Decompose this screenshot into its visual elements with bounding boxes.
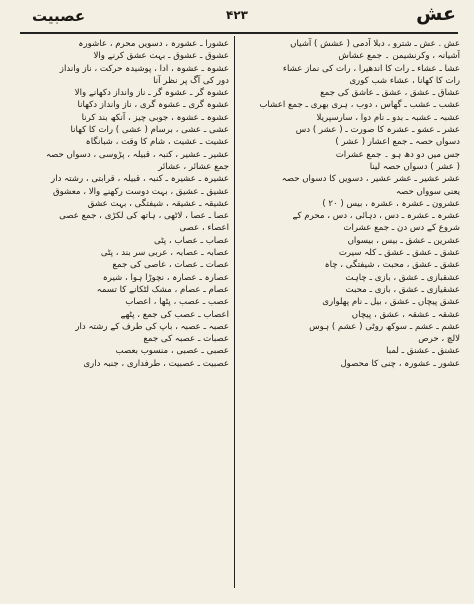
entry-line: عصبات ـ عصبہ کی جمع bbox=[143, 334, 229, 345]
entry-line: عشیت ـ عشیت ، شام کا وقت ، شبانگاہ bbox=[85, 137, 229, 148]
entry-line: عشیرہ ـ عشیرہ ـ کنبہ ، قبیلہ ، قرابتی ، رشتہ دار bbox=[51, 174, 229, 185]
entry-line: جس میں دو دھ ہو ۔ جمع عشرات bbox=[335, 149, 460, 160]
entry-line: عشبہ ـ عشبہ ـ بدو ـ نام دوا ، سارسپریلا bbox=[316, 112, 460, 123]
entry-line: دسواں حصہ ـ جمع اعشار ( عشر ) bbox=[335, 137, 460, 148]
entry-line: عشیر ـ عشیر ، کنبہ ، قبیلہ ، پڑوسی ، دسواں حصہ bbox=[45, 149, 229, 160]
entry-line: عشرین ـ عشق ـ بیس ، بیسواں bbox=[347, 235, 460, 246]
entry-line: عصابہ ـ عصابہ ، عربی سر بند ، پٹی bbox=[100, 248, 229, 259]
entry-line: عشور ـ عشورہ ، چنی کا محصول bbox=[340, 358, 460, 369]
header-rule bbox=[20, 32, 458, 34]
entry-line: عصا ـ عصا ، لاٹھی ، ہاتھ کی لکڑی ، جمع عصی bbox=[59, 211, 229, 222]
entry-line: عشر ـ عشو ـ عشرہ کا صورت ـ ( عشر ) دس bbox=[295, 125, 460, 136]
entry-line: عصام ـ عصام ، مشک لٹکانے کا تسمہ bbox=[96, 284, 229, 295]
entry-line: عصبہ ـ عصبہ ، باپ کی طرف کے رشتہ دار bbox=[75, 321, 229, 332]
entry-line: عصبیت ـ عصبیت ، طرفداری ، جنبہ داری bbox=[83, 358, 229, 369]
entry-line: رات کا کھانا ، عشاء شب کوری bbox=[349, 75, 460, 86]
entry-line: عشر عشیر ـ عشر عشیر ، دسویں کا دسواں حصہ bbox=[281, 174, 460, 185]
entry-line: عشق ـ عشق ، محبت ، شیفتگی ، چاہ bbox=[324, 260, 460, 271]
left-column bbox=[16, 38, 229, 598]
entry-line: عصبی ـ عصبی ، منسوب بعصب bbox=[115, 346, 229, 357]
entry-line: جمع عشائر ، عشائر bbox=[158, 161, 229, 172]
entry-line: عشوہ گری ـ عشوہ گری ، ناز وانداز دکھانا bbox=[77, 100, 229, 111]
entry-line: عصاب ـ عصاب ، پٹی bbox=[154, 235, 229, 246]
page-number: ۴۲۳ bbox=[226, 8, 248, 22]
entry-line: عشوق ـ عشوق ـ بہت عشق کرنے والا bbox=[93, 51, 229, 62]
entry-line: عش . عش ـ شترو ، دبلا آدمی ( عشش ) آشیاں bbox=[290, 39, 460, 49]
entry-line: آشیانہ ، وکرنشیمن ۔ جمع عشاش bbox=[338, 51, 460, 62]
entry-line: عشقیازی ـ عشق ، بازی ـ محبت bbox=[345, 284, 460, 295]
entry-line: عشقہ ـ عشقہ ، عشق ، پیچاں bbox=[351, 309, 460, 320]
entry-line: یعنی سوواں حصہ bbox=[395, 186, 460, 197]
entry-line: عصارہ ـ عصارہ ، نچوڑا ہوا ، شیرہ bbox=[102, 272, 229, 283]
entry-line: لالچ ، حرص bbox=[418, 334, 460, 345]
entry-line: عصات ـ عصات ، عاصی کی جمع bbox=[112, 260, 229, 271]
entry-line: عشرہ ـ عشرہ ـ دس ، دہائی ، دس ، محرم کے bbox=[292, 211, 460, 222]
column-divider bbox=[234, 36, 235, 588]
right-column bbox=[241, 38, 460, 598]
entry-line: عشوہ گر ـ عشوہ گر ـ ناز وانداز دکھانے والا bbox=[74, 88, 229, 99]
page-header bbox=[0, 0, 474, 28]
entry-line: عشیق ـ عشیق ، بہت دوست رکھنے والا ، معشوق bbox=[52, 186, 229, 197]
entry-line: عشا ـ عشاء ـ رات کا اندھیرا ، رات کی نماز عشاء bbox=[282, 63, 460, 74]
entry-line: دور کی آگ پر نظر آنا bbox=[153, 75, 229, 86]
entry-line: عشاق ـ عشق ، عشق ـ عاشق کی جمع bbox=[320, 88, 460, 99]
entry-line: عشوہ ـ عشوہ ، ادا ، پوشیدہ حرکت ، ناز وانداز bbox=[59, 63, 229, 74]
entry-line: عشقبازی ـ عشق ، بازی ـ چاہت bbox=[345, 272, 460, 283]
entry-line: ( عشر ) دسواں حصہ لینا bbox=[369, 161, 460, 172]
entry-line: عشی ـ عشی ، برسام ( عشی ) رات کا کھانا bbox=[70, 125, 229, 136]
entry-line: عشق پیچاں ـ عشق ، بیل ـ نام پھلواری bbox=[322, 297, 460, 308]
entry-line: عشیقہ ـ عشیقہ ، شیفتگی ، بہت عشق bbox=[87, 198, 229, 209]
entry-line: عشق ـ عشق ـ عشق ـ کلہ سیرت bbox=[338, 248, 460, 259]
entry-line: شروع کے دس دن ـ جمع عشرات bbox=[343, 223, 460, 234]
entry-line: عشنق ـ عشنق ـ لمبا bbox=[386, 346, 460, 357]
entry-line: عصب ـ عصب ، پٹھا ، اعصاب bbox=[125, 297, 229, 308]
entry-line: اعصاء ، عصی bbox=[179, 223, 229, 234]
entry-line: عشم ـ عشم ـ سوکھ روٹی ( عشم ) ہوس bbox=[309, 321, 460, 332]
entry-line: اعصاب ـ عصب کی جمع ، پٹھے bbox=[120, 309, 229, 320]
entry-line: عشوہ ـ عشوہ ، جوبی چیز ، آنکھ بند کرنا bbox=[81, 112, 229, 123]
header-first-entry: عش bbox=[416, 3, 456, 25]
entry-line: عشب ـ عشب ـ گھاس ، دوب ، ہری بھری ـ جمع اعشاب bbox=[259, 100, 460, 111]
entry-line: عشرون ـ عشرہ ، عشرہ ، بیس ( ۲۰ ) bbox=[322, 198, 460, 209]
entry-line: عشورا ـ عشورہ ، دسویں محرم ، عاشورہ bbox=[78, 39, 229, 49]
header-last-entry: عصبیت bbox=[32, 7, 86, 25]
